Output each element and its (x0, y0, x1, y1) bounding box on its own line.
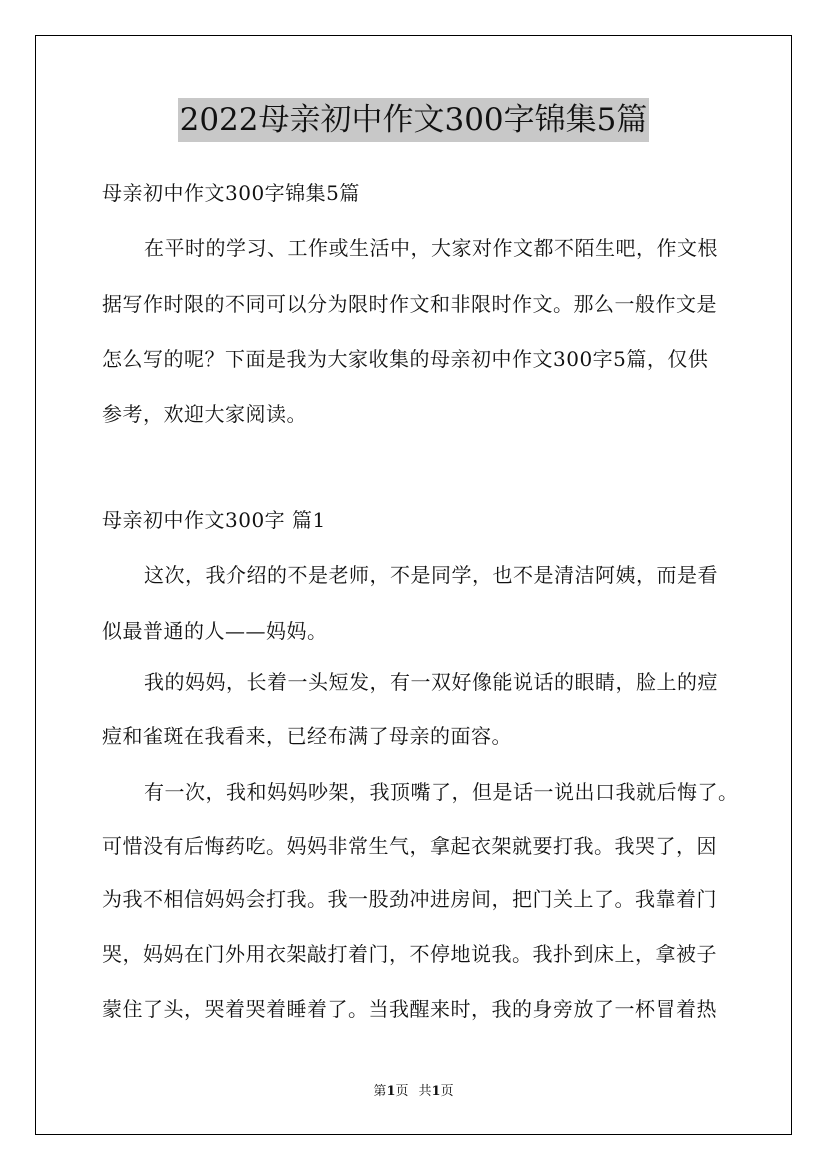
section-heading: 母亲初中作文300字 篇1 (102, 508, 326, 532)
subtitle: 母亲初中作文300字锦集5篇 (102, 181, 360, 205)
footer-page-mid: 页 (395, 1084, 409, 1099)
para1-line-2: 似最普通的人——妈妈。 (102, 619, 328, 643)
intro-line-2: 据写作时限的不同可以分为限时作文和非限时作文。那么一般作文是 (102, 292, 717, 316)
footer-page-current: 1 (386, 1084, 396, 1099)
intro-line-4: 参考，欢迎大家阅读。 (102, 402, 307, 426)
para3-line-5: 蒙住了头，哭着哭着睡着了。当我醒来时，我的身旁放了一杯冒着热 (102, 997, 717, 1021)
footer-total-suffix: 页 (440, 1084, 454, 1099)
intro-line-3: 怎么写的呢？下面是我为大家收集的母亲初中作文300字5篇，仅供 (102, 347, 709, 371)
para3-line-2: 可惜没有后悔药吃。妈妈非常生气，拿起衣架就要打我。我哭了，因 (102, 834, 717, 858)
para1-line-1: 这次，我介绍的不是老师，不是同学，也不是清洁阿姨，而是看 (144, 563, 718, 587)
footer-total-prefix: 共 (418, 1084, 432, 1099)
page-footer (0, 1083, 827, 1101)
footer-page-prefix: 第 (373, 1084, 387, 1099)
para2-line-1: 我的妈妈，长着一头短发，有一双好像能说话的眼睛，脸上的痘 (144, 670, 718, 694)
title-wrap (0, 98, 827, 142)
para3-line-3: 为我不相信妈妈会打我。我一股劲冲进房间，把门关上了。我靠着门 (102, 887, 717, 911)
para3-line-1: 有一次，我和妈妈吵架，我顶嘴了，但是话一说出口我就后悔了。 (144, 780, 739, 804)
para2-line-2: 痘和雀斑在我看来，已经布满了母亲的面容。 (102, 724, 512, 748)
intro-line-1: 在平时的学习、工作或生活中，大家对作文都不陌生吧，作文根 (144, 236, 718, 260)
document-title: 2022母亲初中作文300字锦集5篇 (178, 98, 650, 142)
footer-page-total: 1 (431, 1084, 441, 1099)
para3-line-4: 哭，妈妈在门外用衣架敲打着门，不停地说我。我扑到床上，拿被子 (102, 942, 717, 966)
